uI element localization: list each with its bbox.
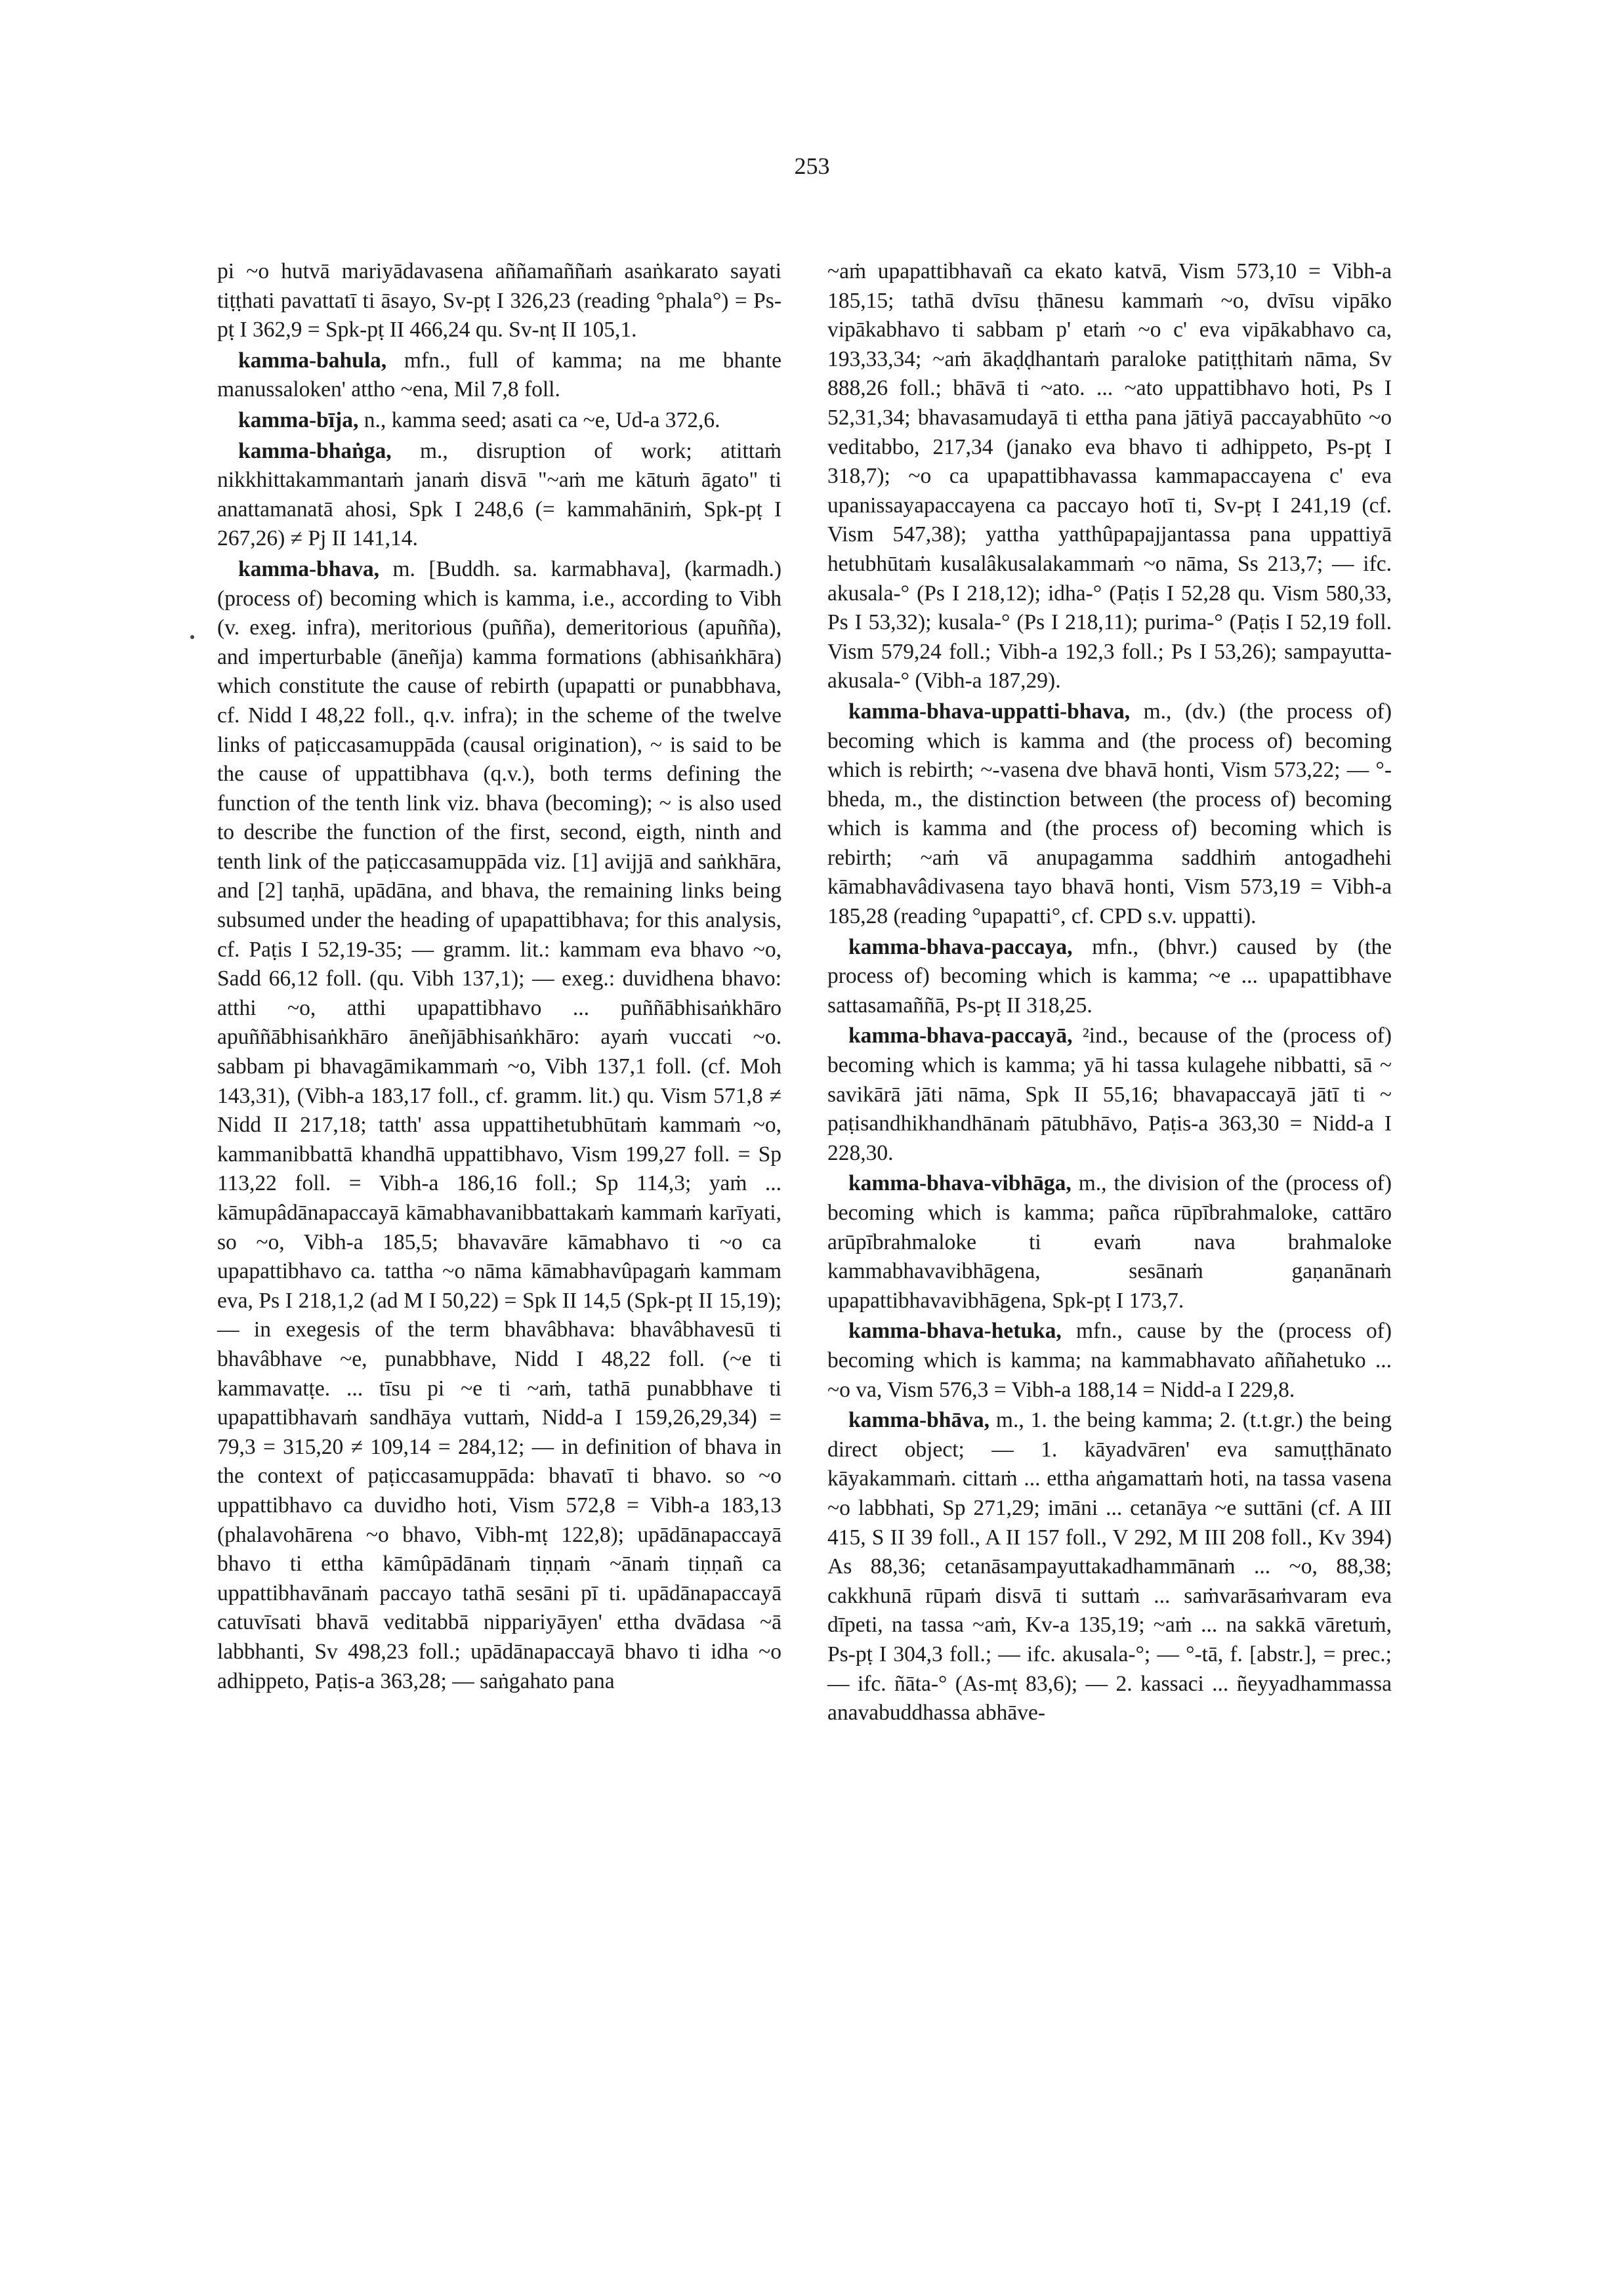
entry-headword: kamma-bīja, <box>238 407 359 432</box>
margin-dot-mark <box>190 635 194 639</box>
continued-entry-text: ~aṁ upapattibhavañ ca ekato katvā, Vism 573,10 = Vibh-a 185,15; tathā dvīsu ṭhānesu kammaṁ ~o, dvīsu vipāko vipākabhavo ti sabbam p' etaṁ ~o c' eva vipākabhavo ca, 193,33,34; ~aṁ ākaḍḍhantaṁ paraloke patiṭṭhitaṁ nāma, Sv 888,26 foll.; bhāvā ti ~ato. ... ~ato uppattibhavo hoti, Ps I 52,31,34; bhavasamudayā ti ettha pana jātiyā paccayabhūto ~o veditabbo, 217,34 (janako eva bhavo ti adhippeto, Ps-pṭ I 318,7); ~o ca upapattibhavassa kammapaccayena c' eva upanissayapaccayena ca paccayo hotī ti, Sv-pṭ I 241,19 (cf. Vism 547,38); yattha yatthûpapajjantassa pana uppattiyā hetubhūtaṁ kusalâkusalakammaṁ ~o nāma, Ss 213,7; — ifc. akusala-° (Ps I 218,12); idha-° (Paṭis I 52,28 qu. Vism 580,33, Ps I 53,32); kusala-° (Ps I 218,11); purima-° (Paṭis I 52,19 foll. Vism 579,24 foll.; Vibh-a 192,3 foll.; Ps I 53,26); sampayutta-akusala-° (Vibh-a 187,29). <box>827 259 1392 693</box>
entry-body: ²ind., because of the (process of) becoming which is kamma; yā hi tassa kulagehe nibbatti, sā ~ savikārā jāti nāma, Spk II 55,16; bhavapaccayā jātī ti ~ paṭisandhikhandhānaṁ pātubhāvo, Paṭis-a 363,30 = Nidd-a I 228,30. <box>827 1023 1392 1165</box>
entry-body: m., (dv.) (the process of) becoming which is kamma and (the process of) becoming which is rebirth; ~-vasena dve bhavā honti, Vism 573,22; — °-bheda, m., the distinction between (the process of) becoming which is kamma and (the process of) becoming which is rebirth; ~aṁ vā anupagamma saddhiṁ antogadhehi kāmabhavâdivasena tayo bhavā honti, Vism 573,19 = Vibh-a 185,28 (reading °upapatti°, cf. CPD s.v. uppatti). <box>827 699 1392 929</box>
entry-body: n., kamma seed; asati ca ~e, Ud-a 372,6. <box>364 407 720 432</box>
dictionary-entry <box>827 1169 1392 1315</box>
entry-body: mfn., (bhvr.) caused by (the process of) becoming which is kamma; ~e ... upapattibhave sattasamaññā, Ps-pṭ II 318,25. <box>827 934 1392 1018</box>
entry-headword: kamma-bhava-vibhāga, <box>848 1171 1072 1196</box>
entry-body: m., the division of the (process of) becoming which is kamma; pañca rūpībrahmaloke, cattāro arūpībrahmaloke ti evaṁ nava brahmaloke kammabhavavibhāgena, sesānaṁ gaṇanānaṁ upapattibhavavibhāgena, Spk-pṭ I 173,7. <box>827 1171 1392 1313</box>
dictionary-entry <box>827 1406 1392 1728</box>
entry-headword: kamma-bhava-uppatti-bhava, <box>848 699 1131 724</box>
dictionary-entry <box>217 555 781 1696</box>
entry-headword: kamma-bhava, <box>238 556 379 581</box>
dictionary-entry <box>217 406 781 436</box>
entry-body: m., 1. the being kamma; 2. (t.t.gr.) the being direct object; — 1. kāyadvāren' eva samuṭṭhānato kāyakammaṁ. cittaṁ ... ettha aṅgamattaṁ hoti, na tassa vasena ~o labbhati, Sp 271,29; imāni ... cetanāya ~e suttāni (cf. A III 415, S II 39 foll., A II 157 foll., V 292, M III 208 foll., Kv 394) As 88,36; cetanāsampayuttakadhammānaṁ ... ~o, 88,38; cakkhunā rūpaṁ disvā ti suttaṁ ... saṁvarāsaṁvaram eva dīpeti, na tassa ~aṁ, Kv-a 135,19; ~aṁ ... na sakkā vāretuṁ, Ps-pṭ I 304,3 foll.; — ifc. akusala-°; — °-tā, f. [abstr.], = prec.; — ifc. ñāta-° (As-mṭ 83,6); — 2. kassaci ... ñeyyadhammassa anavabuddhassa abhāve- <box>827 1408 1392 1726</box>
entry-headword: kamma-bhaṅga, <box>238 438 392 463</box>
dictionary-entry <box>217 346 781 405</box>
dictionary-entry <box>827 697 1392 932</box>
left-column <box>217 257 781 1697</box>
entry-body: m., disruption of work; atittaṁ nikkhittakammantaṁ janaṁ disvā "~aṁ me kātuṁ āgato" ti anattamanatā ahosi, Spk I 248,6 (= kammahāniṁ, Spk-pṭ I 267,26) ≠ Pj II 141,14. <box>217 438 781 551</box>
entry-headword: kamma-bahula, <box>238 348 387 373</box>
entry-headword: kamma-bhava-paccayā, <box>848 1023 1073 1048</box>
continued-entry-text: pi ~o hutvā mariyādavasena aññamaññaṁ asaṅkarato sayati tiṭṭhati pavattatī ti āsayo, Sv-pṭ I 326,23 (reading °phala°) = Ps-pṭ I 362,9 = Spk-pṭ II 466,24 qu. Sv-nṭ II 105,1. <box>217 259 781 342</box>
entry-body: mfn., cause by the (process of) becoming which is kamma; na kammabhavato aññahetuko ... ~o va, Vism 576,3 = Vibh-a 188,14 = Nidd-a I 229,8. <box>827 1319 1392 1402</box>
entry-headword: kamma-bhava-paccaya, <box>848 934 1073 959</box>
dictionary-entry <box>827 933 1392 1021</box>
entry-body: m. [Buddh. sa. karmabhava], (karmadh.) (process of) becoming which is kamma, i.e., according to Vibh (v. exeg. infra), meritorious (puñña), demeritorious (apuñña), and imperturbable (āneñja) kamma formations (abhisaṅkhāra) which constitute the cause of rebirth (upapatti or punabbhava, cf. Nidd I 48,22 foll., q.v. infra); in the scheme of the twelve links of paṭiccasamuppāda (causal origination), ~ is said to be the cause of uppattibhava (q.v.), both terms defining the function of the tenth link viz. bhava (becoming); ~ is also used to describe the function of the first, second, eigth, ninth and tenth link of the paṭiccasamuppāda viz. [1] avijjā and saṅkhāra, and [2] taṇhā, upādāna, and bhava, the remaining links being subsumed under the heading of upapattibhava; for this analysis, cf. Paṭis I 52,19-35; — gramm. lit.: kammam eva bhavo ~o, Sadd 66,12 foll. (qu. Vibh 137,1); — exeg.: duvidhena bhavo: atthi ~o, atthi upapattibhavo ... puññābhisaṅkhāro apuññābhisaṅkhāro āneñjābhisaṅkhāro: ayaṁ vuccati ~o. sabbam pi bhavagāmikammaṁ ~o, Vibh 137,1 foll. (cf. Moh 143,31), (Vibh-a 183,17 foll., cf. gramm. lit.) qu. Vism 571,8 ≠ Nidd II 217,18; tatth' assa uppattihetubhūtaṁ kammaṁ ~o, kammanibbattā khandhā uppattibhavo, Vism 199,27 foll. = Sp 113,22 foll. = Vibh-a 186,16 foll.; Sp 114,3; yaṁ ... kāmupâdānapaccayā kāmabhavanibbattakaṁ kammaṁ karīyati, so ~o, Vibh-a 185,5; bhavavāre kāmabhavo ti ~o ca upapattibhavo ca. tattha ~o nāma kāmabhavûpagaṁ kammam eva, Ps I 218,1,2 (ad M I 50,22) = Spk II 14,5 (Spk-pṭ II 15,19); — in exegesis of the term bhavâbhava: bhavâbhavesū ti bhavâbhave ~e, punabbhave, Nidd I 48,22 foll. (~e ti kammavatṭe. ... tīsu pi ~e ti ~aṁ, tathā punabbhave ti upapattibhavaṁ sandhāya vuttaṁ, Nidd-a I 159,26,29,34) = 79,3 = 315,20 ≠ 109,14 = 284,12; — in definition of bhava in the context of paṭiccasamuppāda: bhavatī ti bhavo. so ~o uppattibhavo ca duvidho hoti, Vism 572,8 = Vibh-a 183,13 (phalavohārena ~o bhavo, Vibh-mṭ 122,8); upādānapaccayā bhavo ti ettha kāmûpādānaṁ tiṇṇaṁ ~ānaṁ tiṇṇañ ca uppattibhavānaṁ paccayo tathā sesāni pī ti. upādānapaccayā catuvīsati bhavā veditabbā nippariyāyen' ettha dvādasa ~ā labbhanti, Sv 498,23 foll.; upādānapaccayā bhavo ti idha ~o adhippeto, Paṭis-a 363,28; — saṅgahato pana <box>217 556 782 1693</box>
dictionary-entry <box>827 1317 1392 1405</box>
entry-body: mfn., full of kamma; na me bhante manussaloken' attho ~ena, Mil 7,8 foll. <box>217 348 781 402</box>
right-column <box>827 257 1392 1729</box>
dictionary-entry <box>827 1022 1392 1168</box>
entry-headword: kamma-bhāva, <box>848 1408 989 1433</box>
entry-headword: kamma-bhava-hetuka, <box>848 1319 1062 1344</box>
dictionary-entry <box>217 437 781 554</box>
page-number: 253 <box>794 153 830 179</box>
